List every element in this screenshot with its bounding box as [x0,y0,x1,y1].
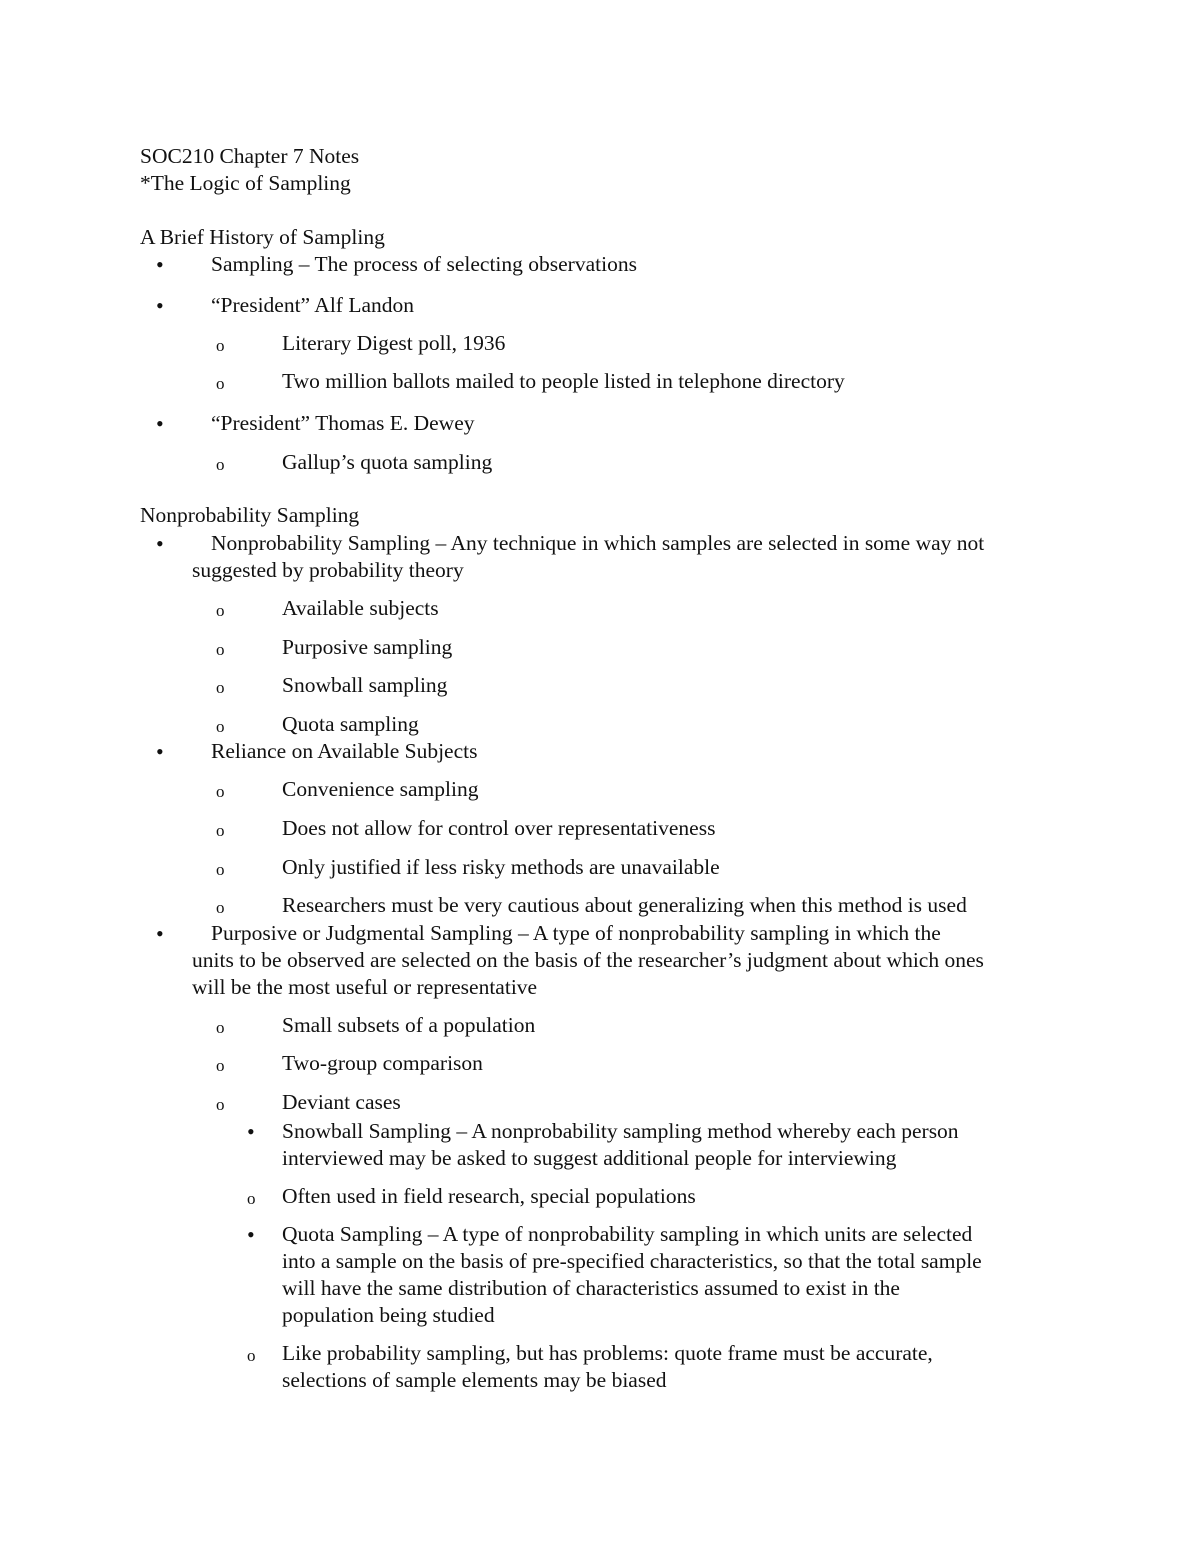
list-item-continuation: will have the same distribution of characteristics assumed to exist in the [282,1276,900,1300]
circle-marker: o [216,678,225,697]
list-item: Two million ballots mailed to people listed in telephone directory [282,369,845,393]
list-item-continuation: interviewed may be asked to suggest additional people for interviewing [282,1146,897,1170]
document-subtitle: *The Logic of Sampling [140,171,351,195]
list-item: Purposive or Judgmental Sampling – A type of nonprobability sampling in which the [211,921,941,945]
list-item: Quota sampling [282,712,419,736]
bullet-marker: • [156,921,164,946]
circle-marker: o [216,1018,225,1037]
circle-marker: o [216,860,225,879]
list-item-continuation: population being studied [282,1303,495,1327]
list-item-continuation: suggested by probability theory [192,558,464,582]
document-title: SOC210 Chapter 7 Notes [140,144,360,168]
list-item: Deviant cases [282,1090,401,1114]
circle-marker: o [216,1095,225,1114]
bullet-marker: • [156,531,164,556]
list-item: Researchers must be very cautious about generalizing when this method is used [282,893,967,917]
list-item: Quota Sampling – A type of nonprobability sampling in which units are selected [282,1222,973,1246]
list-item: Like probability sampling, but has problems: quote frame must be accurate, [282,1341,933,1365]
circle-marker: o [216,1056,225,1075]
circle-marker: o [247,1346,256,1365]
bullet-marker: • [156,411,164,436]
list-item: Snowball sampling [282,673,448,697]
section-heading-nonprobability: Nonprobability Sampling [140,503,360,527]
list-item: Often used in field research, special populations [282,1184,696,1208]
list-item: Reliance on Available Subjects [211,739,478,763]
circle-marker: o [216,601,225,620]
list-item: Convenience sampling [282,777,479,801]
bullet-marker: • [247,1222,255,1247]
circle-marker: o [216,717,225,736]
list-item: Does not allow for control over representativeness [282,816,716,840]
list-item: Snowball Sampling – A nonprobability sampling method whereby each person [282,1119,959,1143]
circle-marker: o [216,640,225,659]
circle-marker: o [216,821,225,840]
list-item-continuation: units to be observed are selected on the basis of the researcher’s judgment about which ones [192,948,984,972]
bullet-marker: • [247,1119,255,1144]
list-item: Purposive sampling [282,635,453,659]
bullet-marker: • [156,739,164,764]
list-item: Sampling – The process of selecting observations [211,252,637,276]
bullet-marker: • [156,293,164,318]
list-item: Two-group comparison [282,1051,483,1075]
circle-marker: o [216,374,225,393]
list-item: Literary Digest poll, 1936 [282,331,506,355]
list-item: Nonprobability Sampling – Any technique in which samples are selected in some way not [211,531,985,555]
circle-marker: o [216,782,225,801]
list-item: Available subjects [282,596,439,620]
bullet-marker: • [156,252,164,277]
circle-marker: o [247,1189,256,1208]
list-item-continuation: selections of sample elements may be biased [282,1368,667,1392]
list-item: “President” Thomas E. Dewey [211,411,475,435]
list-item: Only justified if less risky methods are unavailable [282,855,720,879]
list-item: “President” Alf Landon [211,293,415,317]
section-heading-history: A Brief History of Sampling [140,225,385,249]
list-item-continuation: into a sample on the basis of pre-specified characteristics, so that the total sample [282,1249,982,1273]
list-item: Gallup’s quota sampling [282,450,493,474]
circle-marker: o [216,898,225,917]
list-item-continuation: will be the most useful or representative [192,975,538,999]
circle-marker: o [216,336,225,355]
list-item: Small subsets of a population [282,1013,536,1037]
circle-marker: o [216,455,225,474]
